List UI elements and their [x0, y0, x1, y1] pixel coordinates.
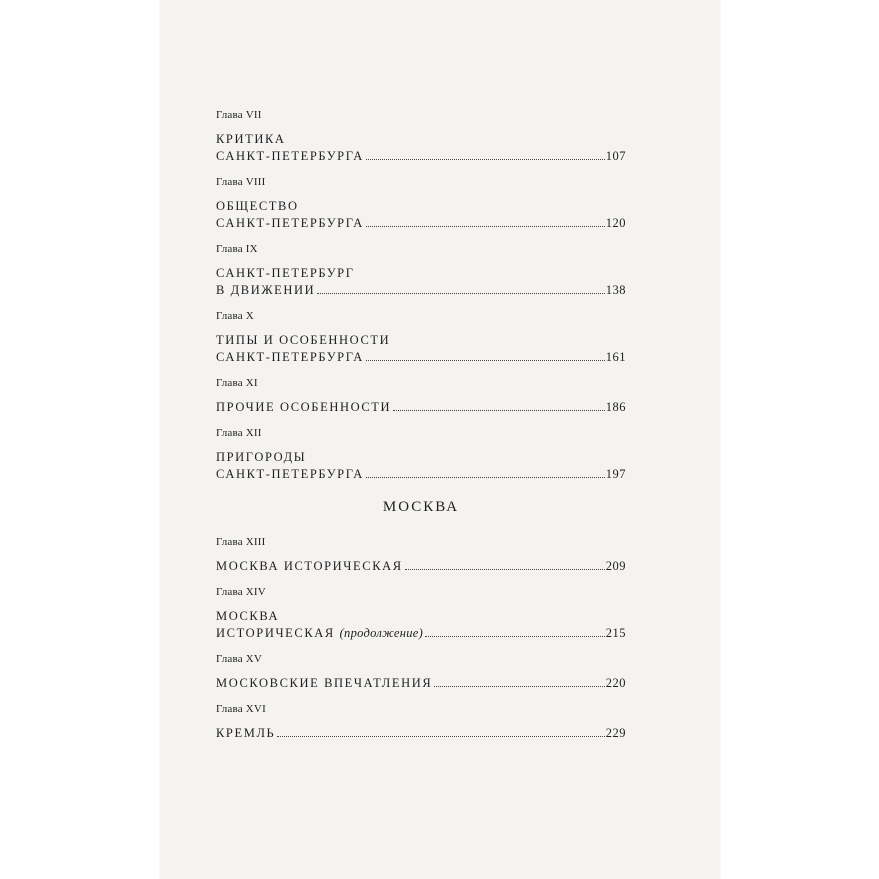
chapter-title-text: [216, 399, 391, 416]
chapter-label: Глава XIII: [216, 536, 266, 548]
page-number: 186: [605, 400, 626, 414]
chapter-title-last-line: САНКТ-ПЕТЕРБУРГА: [216, 149, 364, 163]
chapter-label: Глава XII: [216, 427, 262, 439]
toc-entry: [216, 108, 626, 165]
dot-leader: [366, 225, 605, 227]
chapter-label: Глава XV: [216, 653, 263, 665]
dot-leader: [317, 292, 604, 294]
chapter-title-last-line: МОСКОВСКИЕ ВПЕЧАТЛЕНИЯ: [216, 676, 433, 690]
chapter-title-last-line: САНКТ-ПЕТЕРБУРГА: [216, 216, 364, 230]
chapter-title-text: [216, 725, 275, 742]
chapter-label: Глава XVI: [216, 703, 266, 715]
chapter-title-with-page: [216, 675, 626, 692]
dot-leader: [277, 735, 604, 737]
dot-leader: [366, 158, 605, 160]
chapter-title-last-line: САНКТ-ПЕТЕРБУРГА: [216, 467, 364, 481]
chapter-title-text: [216, 148, 364, 165]
toc-entry: [216, 376, 626, 416]
page-number: 229: [605, 726, 626, 740]
toc-entry: [216, 535, 626, 575]
chapter-label: Глава VIII: [216, 176, 266, 188]
toc-entry: [216, 175, 626, 232]
chapter-title-with-page: [216, 625, 626, 642]
chapter-title-line: ПРИГОРОДЫ: [216, 450, 307, 464]
page-number: 107: [605, 149, 626, 163]
chapter-title-with-page: [216, 558, 626, 575]
dot-leader: [425, 635, 605, 637]
dot-leader: [366, 359, 605, 361]
dot-leader: [434, 685, 604, 687]
page-number: 220: [605, 676, 626, 690]
chapter-title-with-page: [216, 725, 626, 742]
chapter-title-with-page: [216, 349, 626, 366]
toc-part-saint-petersburg: [216, 108, 626, 483]
dot-leader: [405, 568, 605, 570]
chapter-title-line: КРИТИКА: [216, 132, 286, 146]
toc-entry: [216, 585, 626, 642]
toc-entry: [216, 702, 626, 742]
dot-leader: [366, 476, 605, 478]
chapter-title-with-page: [216, 148, 626, 165]
toc-entry: [216, 652, 626, 692]
chapter-title-text: [216, 466, 364, 483]
chapter-title-text: [216, 282, 315, 299]
chapter-title-text: [216, 558, 403, 575]
section-heading-moscow: МОСКВА: [382, 499, 460, 515]
chapter-label: Глава XIV: [216, 586, 266, 598]
chapter-label: Глава IX: [216, 243, 258, 255]
chapter-label: Глава XI: [216, 377, 258, 389]
page-number: 209: [605, 559, 626, 573]
page-number: 138: [605, 283, 626, 297]
chapter-title-last-line: ПРОЧИЕ ОСОБЕННОСТИ: [216, 400, 392, 414]
chapter-title-line: ТИПЫ И ОСОБЕННОСТИ: [216, 333, 391, 347]
chapter-label: Глава X: [216, 310, 254, 322]
chapter-title-line: САНКТ-ПЕТЕРБУРГ: [216, 266, 355, 280]
table-of-contents: [216, 108, 626, 752]
page-number: 120: [605, 216, 626, 230]
toc-entry: [216, 309, 626, 366]
page-number: 197: [605, 467, 626, 481]
chapter-title-italic: (продолжение): [339, 626, 424, 640]
chapter-title-text: [216, 625, 423, 642]
toc-entry: [216, 242, 626, 299]
chapter-title-last-line: В ДВИЖЕНИИ: [216, 283, 316, 297]
chapter-title-with-page: [216, 466, 626, 483]
chapter-title-text: [216, 675, 432, 692]
dot-leader: [393, 409, 605, 411]
chapter-title-text: [216, 215, 364, 232]
page-number: 215: [605, 626, 626, 640]
page-number: 161: [605, 350, 626, 364]
chapter-title-with-page: [216, 282, 626, 299]
toc-entry: [216, 426, 626, 483]
chapter-title-last-line: САНКТ-ПЕТЕРБУРГА: [216, 350, 364, 364]
chapter-title-with-page: [216, 215, 626, 232]
chapter-title-with-page: [216, 399, 626, 416]
chapter-title-last-line: МОСКВА ИСТОРИЧЕСКАЯ: [216, 559, 403, 573]
toc-part-moscow: [216, 535, 626, 742]
chapter-title-last-line: ИСТОРИЧЕСКАЯ: [216, 626, 335, 640]
chapter-title-line: МОСКВА: [216, 609, 280, 623]
chapter-title-last-line: КРЕМЛЬ: [216, 726, 276, 740]
chapter-title-line: ОБЩЕСТВО: [216, 199, 299, 213]
chapter-label: Глава VII: [216, 109, 262, 121]
chapter-title-text: [216, 349, 364, 366]
